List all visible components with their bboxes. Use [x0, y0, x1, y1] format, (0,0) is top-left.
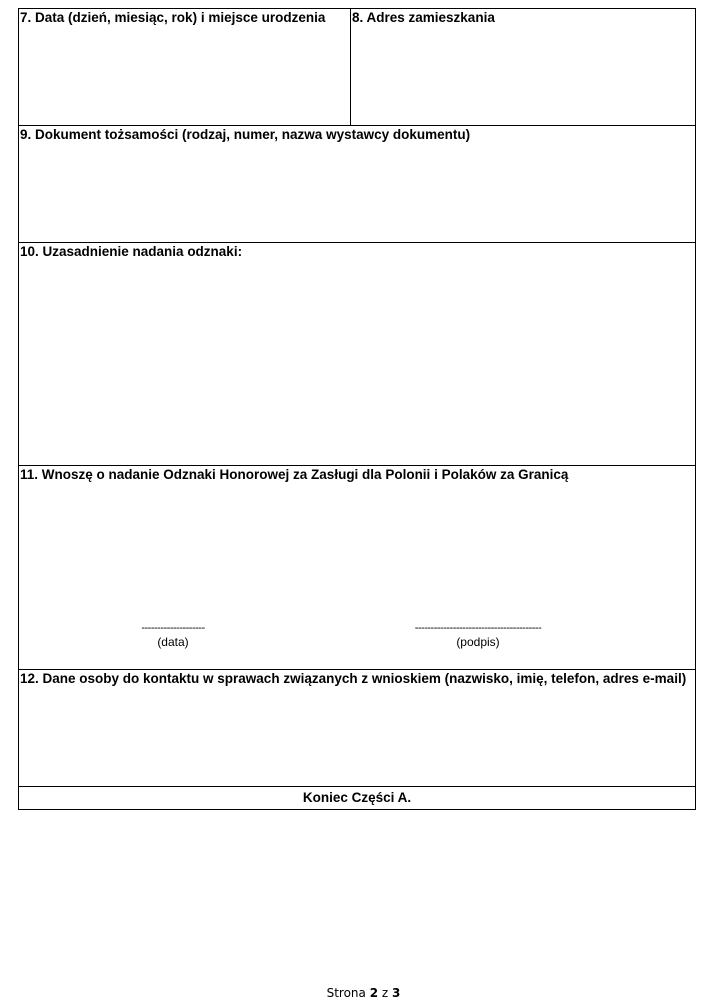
signature-date-line: -------------------- [141, 622, 205, 634]
field-10-justification[interactable] [19, 243, 696, 466]
field-11-label: 11. Wnoszę o nadanie Odznaki Honorowej za Zasługi dla Polonii i Polaków za Granicą [20, 467, 569, 482]
footer-page-number: 2 [369, 986, 379, 1000]
field-9-label: 9. Dokument tożsamości (rodzaj, numer, nazwa wystawcy dokumentu) [20, 127, 471, 142]
footer-separator: z [381, 986, 389, 1000]
field-12-label: 12. Dane osoby do kontaktu w sprawach związanych z wnioskiem (nazwisko, imię, telefon, adres e-mail) [20, 671, 687, 686]
field-10-label: 10. Uzasadnienie nadania odznaki: [20, 244, 243, 259]
signature-date-caption: (data) [157, 635, 189, 649]
field-12-contact-person[interactable] [19, 670, 696, 787]
signature-sign-line: ---------------------------------------- [414, 622, 542, 634]
field-9-identity-document[interactable] [19, 126, 696, 243]
signature-sign-caption: (podpis) [456, 635, 500, 649]
field-7-birth-date-place[interactable] [19, 9, 351, 126]
page-footer [0, 986, 727, 1000]
field-8-label: 8. Adres zamieszkania [352, 10, 495, 25]
end-label: Koniec Części A. [302, 790, 412, 805]
application-form [18, 8, 696, 810]
field-7-label: 7. Data (dzień, miesiąc, rok) i miejsce urodzenia [20, 10, 326, 25]
field-11-request[interactable] [19, 466, 696, 670]
footer-total-pages: 3 [392, 986, 401, 1000]
signature-date-block [123, 622, 223, 649]
footer-prefix: Strona [326, 986, 366, 1000]
end-of-part-a [19, 787, 696, 810]
field-8-address[interactable] [351, 9, 696, 126]
signature-sign-block [393, 622, 563, 649]
